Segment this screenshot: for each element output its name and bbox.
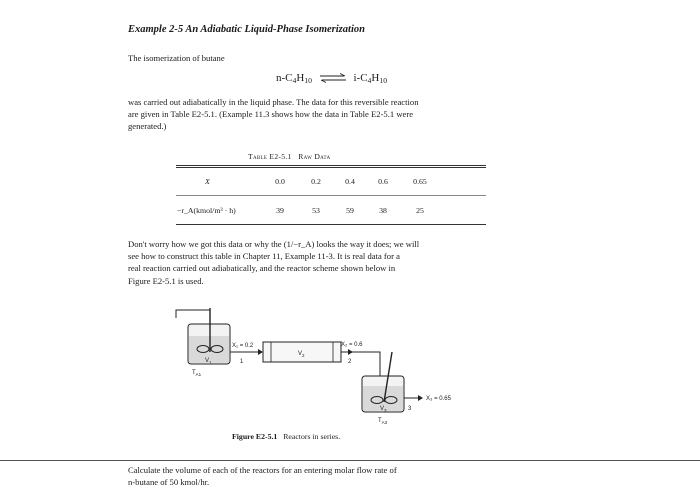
table-title: Table E2-5.1 Raw Data [248,152,331,161]
x2-label: X₂ = 0.6 [341,342,363,348]
v2-label: $V_2$ [298,351,305,358]
table-cell: 0.4 [345,177,355,186]
paragraph-line: was carried out adiabatically in the liquid phase. The data for this reversible reaction [128,97,419,107]
reactant: $n-C_4H_{10}$ [276,72,312,85]
v1-label: $V_1$ [205,358,212,365]
table-cell: 0.6 [378,177,388,186]
stream-2-number: 2 [348,359,352,365]
stream-1-number: 1 [240,359,244,365]
intro-text: The isomerization of butane [128,53,225,63]
table-cell: 59 [346,206,354,215]
reactors-figure [170,300,470,430]
x3-label: X₃ = 0.65 [426,396,451,402]
paragraph-line: n-butane of 50 kmol/hr. [128,477,210,488]
v3-label: $V_3$ [380,406,387,413]
paragraph-line: real reaction carried out adiabatically, and the reactor scheme shown below in [128,263,396,274]
table-cell: 38 [379,206,387,215]
stream-2-arrow-icon [348,349,353,355]
paragraph-line: Figure E2-5.1 is used. [128,275,204,286]
table-cell: 39 [276,206,284,215]
table-cell: 53 [312,206,320,215]
stream-3-number: 3 [408,406,412,412]
equilibrium-arrows-icon [318,73,348,83]
paragraph-line: generated.) [128,121,167,132]
ta1-label: $T_{A1}$ [192,370,202,377]
feed-line [176,310,210,324]
table-cell: 25 [416,206,424,215]
page-divider [0,460,700,461]
paragraph-line: are given in Table E2-5.1. (Example 11.3 shows how the data in Table E2-5.1 were [128,109,414,120]
product: $i-C_4H_{10}$ [353,72,388,85]
stream-3-arrow-icon [418,395,423,401]
table-bottom-rule [176,224,486,225]
x1-label: X₁ = 0.2 [232,343,254,349]
paragraph-1 [128,96,490,133]
question-text [128,464,498,488]
ta3-label: $T_{A3}$ [378,418,388,425]
table-cell: 0.0 [275,177,285,186]
example-heading: Example 2-5 An Adiabatic Liquid-Phase Isomerization [128,24,365,35]
table-mid-rule [176,195,486,196]
paragraph-line: see how to construct this table in Chapter 11, Example 11-3. It is real data for a [128,251,400,262]
paragraph-line: Don't worry how we got this data or why the (1/−r_A) looks the way it does; we will [128,239,420,249]
table-top-rule [176,165,486,166]
table-row-rate-label: −r_A(kmol/m³ · h) [177,206,236,215]
paragraph-2 [128,238,490,287]
stream-1-arrow-icon [258,349,263,355]
paragraph-line: Calculate the volume of each of the reactors for an entering molar flow rate of [128,465,397,475]
table-cell: 0.2 [311,177,321,186]
figure-caption: Figure E2-5.1 Reactors in series. [232,432,341,441]
table-top-rule-2 [176,167,486,168]
table-row-x-label: X [205,177,210,186]
table-cell: 0.65 [413,177,427,186]
reaction-equation [276,72,387,85]
